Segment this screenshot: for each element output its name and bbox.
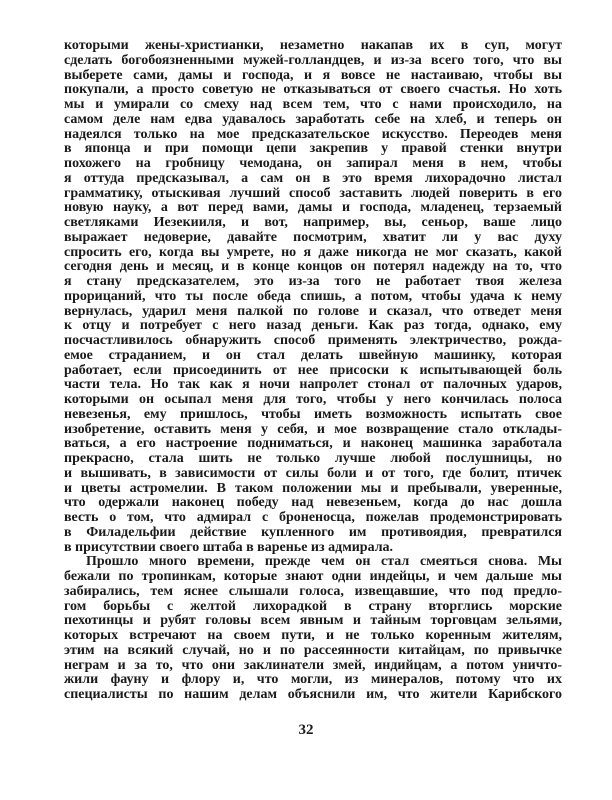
text-line: жили фауну и флору и, что могли, из минералов, потому что их <box>64 672 562 688</box>
text-line: в присутствии своего штаба в варенье из адмирала. <box>64 539 394 555</box>
text-line: сделать богобоязненными мужей-голландцев, и из-за всего того, что вы <box>64 52 562 68</box>
paragraph <box>64 39 562 555</box>
text-line: что одержали наконец победу над невезеньем, когда до нас дошла <box>64 495 562 511</box>
text-line: выражает недоверие, давайте посмотрим, хватит ли у вас духу <box>64 229 562 245</box>
text-line: забирались, тем яснее слышали голоса, извещавшие, что под предло- <box>64 583 562 599</box>
text-line: пехотинцы и рубят головы всем явным и тайным торговцам зельями, <box>64 613 562 629</box>
body-text <box>64 39 562 703</box>
text-line: ваться, а его настроение подниматься, и наконец машинка заработала <box>64 436 562 452</box>
text-line: грамматику, отыскивая лучший способ заставить людей поверить в его <box>64 185 562 201</box>
text-line: которых встречают на своем пути, и не только коренным жителям, <box>64 628 562 643</box>
text-line: работает, если присоединить от нее присоски к испытывающей боль <box>64 362 562 378</box>
text-line: надеялся только на мое предсказательское искусство. Переодев меня <box>64 126 562 142</box>
text-line: которыми он осыпал меня для того, чтобы у него кончилась полоса <box>64 392 562 407</box>
text-line: весть о том, что адмирал с броненосца, пожелав продемонстрировать <box>64 510 562 525</box>
text-line: в японца и при помощи цепи закрепив у правой стенки внутри <box>64 141 562 157</box>
text-line: новую науку, а вот перед вами, дамы и господа, младенец, терзаемый <box>64 200 562 216</box>
text-line: спросить его, когда вы умрете, но я даже никогда не мог сказать, какой <box>64 244 562 260</box>
text-line: прорицаний, что ты после обеда спишь, а потом, чтобы удача к нему <box>64 288 562 304</box>
text-line: к отцу и потребует с него назад деньги. Как раз тогда, однако, ему <box>64 318 562 334</box>
text-line: неграм и за то, что они заклинатели змей, индийцам, а потом уничто- <box>64 657 562 673</box>
text-line: похожего на гробницу чемодана, он запирал меня в нем, чтобы <box>64 156 562 171</box>
text-line: посчастливилось обнаружить способ применять электричество, рожда- <box>64 333 562 348</box>
paragraph <box>64 555 562 703</box>
text-line: Прошло много времени, прежде чем он стал смеяться снова. Мы <box>86 554 562 570</box>
text-line: выберете сами, дамы и господа, и я вовсе не настаиваю, чтобы вы <box>64 67 562 83</box>
text-line: невезенья, ему пришлось, чтобы иметь возможность испытать свое <box>64 406 562 422</box>
text-line: изобретение, оставить меня у себя, и мое возвращение стало отклады- <box>64 421 562 437</box>
text-line: этим на всякий случай, но и по рассеянности китайцам, по привычке <box>64 642 562 658</box>
text-line: я стану предсказателем, это из-за того не работает твоя железа <box>64 274 562 289</box>
text-line: покупали, а просто советую не отказываться от своего счастья. Но хоть <box>64 82 562 98</box>
text-line: бежали по тропинкам, которые знают одни индейцы, и чем дальше мы <box>64 569 562 584</box>
text-line: специалисты по нашим делам объяснили им, что жители Карибского <box>64 687 562 702</box>
text-line: я оттуда предсказывал, а сам он в это время лихорадочно листал <box>64 170 562 186</box>
text-line: вернулась, ударил меня палкой по голове и сказал, что отведет меня <box>64 303 562 319</box>
text-line: самом деле нам едва удавалось заработать себе на хлеб, и теперь он <box>64 111 562 127</box>
text-line: прекрасно, стала шить не только лучше любой послушницы, но <box>64 451 562 466</box>
text-line: сегодня день и месяц, и в конце концов он потерял надежду на то, что <box>64 259 562 275</box>
text-line: и вышивать, в зависимости от силы боли и от того, где болит, птичек <box>64 465 562 481</box>
text-line: части тела. Но так как я ночи напролет стонал от палочных ударов, <box>64 377 562 393</box>
text-line: гом борьбы с желтой лихорадкой в страну вторглись морские <box>64 598 562 614</box>
page-number: 32 <box>298 722 314 738</box>
text-line: светляками Иезекииля, и вот, например, вы, сеньор, ваше лицо <box>64 215 562 230</box>
text-line: которыми жены-христианки, незаметно накапав их в суп, могут <box>64 38 562 53</box>
text-line: мы и умирали со смеху над всем тем, что с нами происходило, на <box>64 97 562 112</box>
text-line: емое страданием, и он стал делать швейную машинку, которая <box>64 347 562 363</box>
text-line: в Филадельфии действие купленного им противоядия, превратился <box>64 524 562 540</box>
text-line: и цветы астромелии. В таком положении мы и пребывали, уверенные, <box>64 480 562 496</box>
